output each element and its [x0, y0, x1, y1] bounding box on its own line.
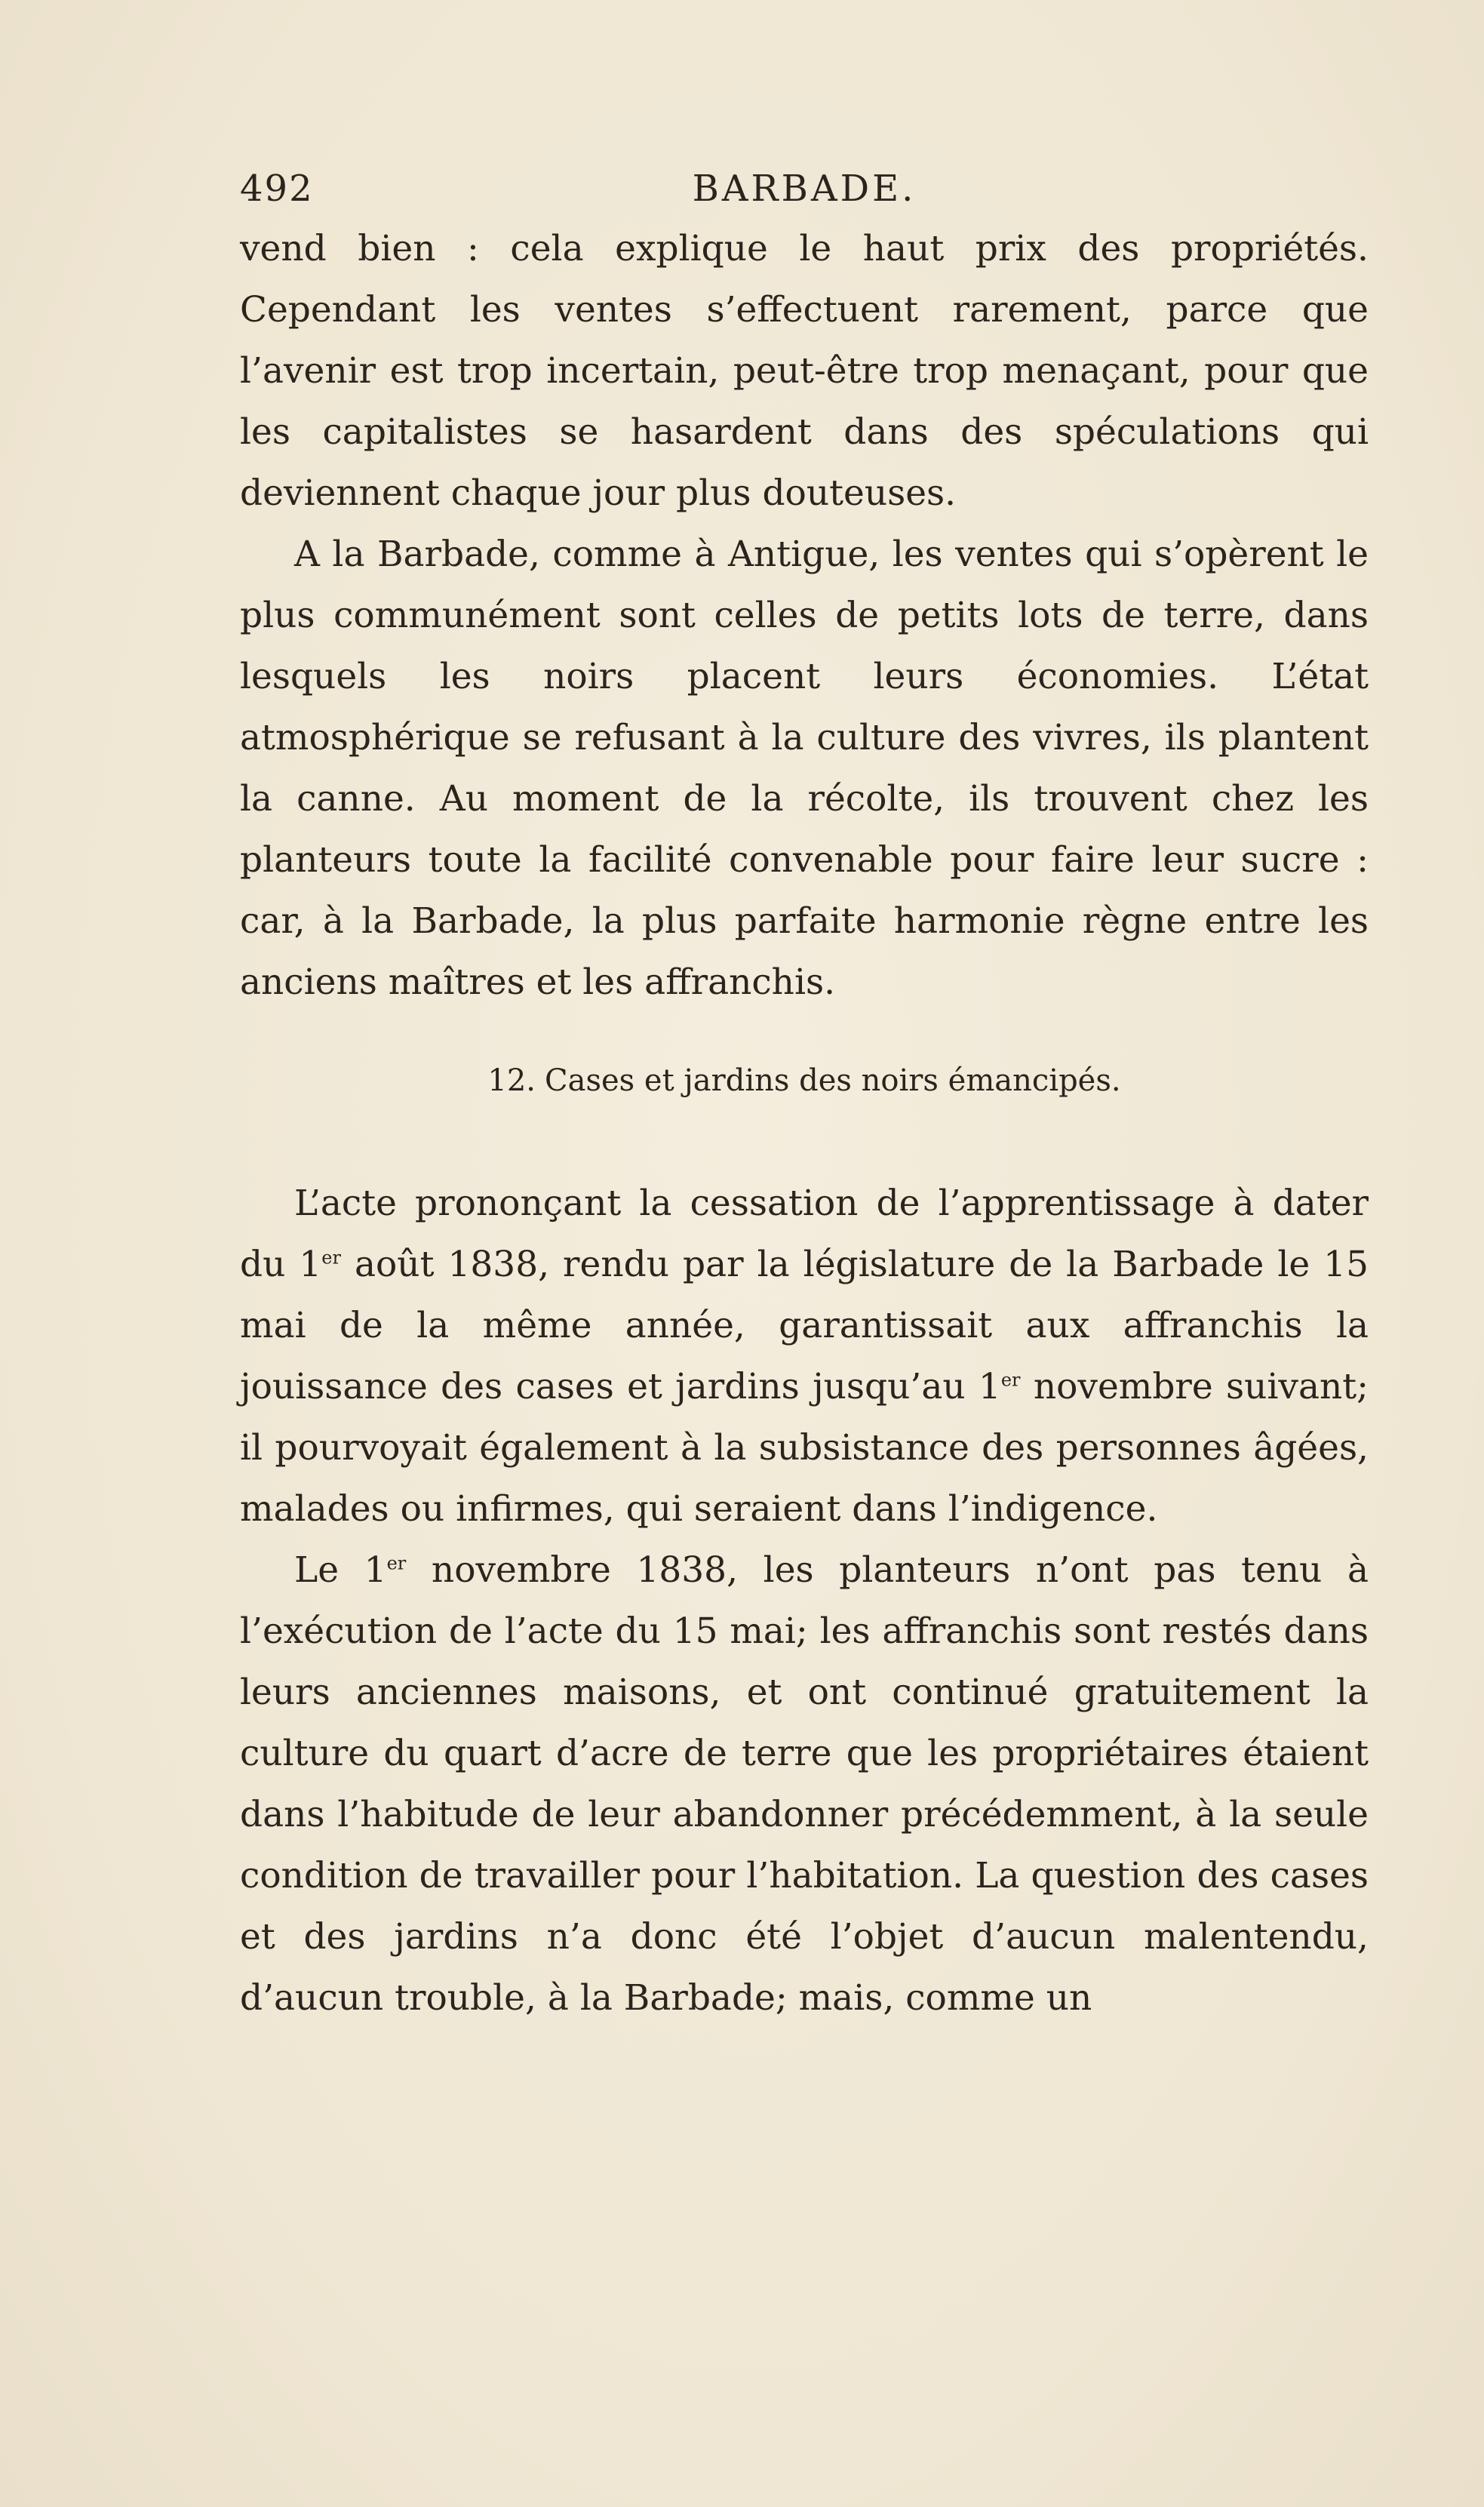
paragraph-1: vend bien : cela explique le haut prix des propriétés. Cependant les ventes s’effectuent rarement, parce que l’avenir est trop incertain, peut-être trop menaçant, pour que les capitalistes se hasardent dans des spéculations qui deviennent chaque jour plus douteuses. [240, 228, 1369, 514]
paragraph-3-part-2: août 1838, rendu par la législature de la Barbade le 15 mai de la même année, garantissait aux affranchis la jouissance des cases et jardins jusqu’au 1 [240, 1244, 1369, 1407]
ordinal-superscript: er [1000, 1369, 1021, 1391]
running-header [240, 162, 1369, 215]
section-title: Cases et jardins des noirs émancipés. [545, 1063, 1121, 1098]
ordinal-superscript: er [386, 1552, 407, 1574]
page-number: 492 [240, 168, 314, 210]
page-text-block [240, 162, 1369, 2029]
section-number: 12. [487, 1063, 536, 1098]
paragraph-3 [240, 1173, 1369, 1540]
running-title: BARBADE. [692, 168, 917, 210]
paragraph-4-part-1: Le 1 [294, 1549, 387, 1591]
section-heading [240, 1058, 1369, 1103]
ordinal-superscript: er [321, 1247, 341, 1269]
paragraph-3-part-3: novembre suivant; il pourvoyait également à la subsistance des personnes âgées, malades ou infirmes, qui seraient dans l’indigence. [240, 1366, 1369, 1530]
paragraph-2: A la Barbade, comme à Antigue, les ventes qui s’opèrent le plus communément sont celles de petits lots de terre, dans lesquels les noirs placent leurs économies. L’état atmosphérique se refusant à la culture des vivres, ils plantent la canne. Au moment de la récolte, ils trouvent chez les planteurs toute la facilité convenable pour faire leur sucre : car, à la Barbade, la plus parfaite harmonie règne entre les anciens maîtres et les affranchis. [240, 534, 1369, 1003]
paragraph-4 [240, 1540, 1369, 2029]
paragraph-3-part-1: L’acte prononçant la cessation de l’apprentissage à dater du 1 [240, 1183, 1369, 1285]
paragraph-4-part-2: novembre 1838, les planteurs n’ont pas tenu à l’exécution de l’acte du 15 mai; les affranchis sont restés dans leurs anciennes maisons, et ont continué gratuitement la culture du quart d’acre de terre que les propriétaires étaient dans l’habitude de leur abandonner précédemment, à la seule condition de travailler pour l’habitation. La question des cases et des jardins n’a donc été l’objet d’aucun malentendu, d’aucun trouble, à la Barbade; mais, comme un [240, 1549, 1369, 2019]
